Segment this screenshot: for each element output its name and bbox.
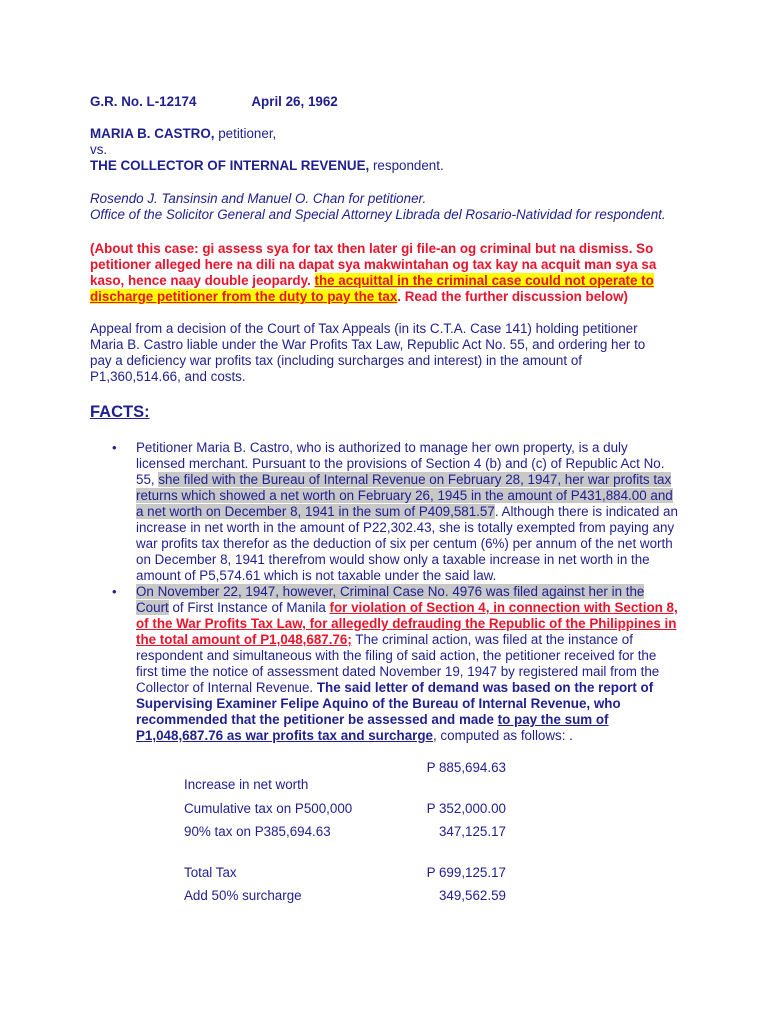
list-item: • On November 22, 1947, however, Criminal Case No. 4976 was filed against her in the Court of First Instance of Manila for violation of Section 4, in connection with Section 8, of the War Profits Tax Law, for allegedly defrauding the Republic of the Philippines in the total amount of P1,048,687.76; The criminal action, was filed at the instance of respondent and simultaneous with the filing of said action, the petitioner received for the first time the notice of assessment dated November 19, 1947 by registered mail from the Collector of Internal Revenue. The said letter of demand was based on the report of Supervising Examiner Felipe Aquino of the Bureau of Internal Revenue, who recommended that the petitioner be assessed and made to pay the sum of P1,048,687.76 as war profits tax and surcharge, computed as follows: . [112, 584, 678, 743]
note-highlight: the acquittal in the criminal case could not operate to discharge petitioner from the duty to pay the tax [90, 273, 654, 304]
note-intro: (About this case: gi assess sya for tax then later gi file-an og criminal but na dismiss. So petitioner alleged here na dili na dapat sya makwintahan og tax kay na acquit man sya sa kaso, hence naay double jeopardy. [90, 241, 657, 288]
list-item: • Petitioner Maria B. Castro, who is authorized to manage her own property, is a duly licensed merchant. Pursuant to the provisions of Section 4 (b) and (c) of Republic Act No. 55, she filed with the Bureau of Internal Revenue on February 28, 1947, her war profits tax returns which showed a net worth on February 26, 1945 in the amount of P431,884.00 and a net worth on December 8, 1941 in the sum of P409,581.57. Although there is indicated an increase in net worth in the amount of P22,302.43, she is totally exempted from paying any war profits tax therefor as the deduction of six per centum (6%) per annum of the net worth on December 8, 1941 therefrom would show only a taxable increase in net worth in the amount of P5,574.61 which is not taxable under the said law. [112, 440, 678, 583]
computation-row: Add 50% surcharge 349,562.59 [184, 888, 506, 903]
bold-underlined-text: to pay the sum of P1,048,687.76 as war profits tax and surcharge [136, 712, 609, 743]
counsel-respondent: Office of the Solicitor General and Special Attorney Librada del Rosario-Natividad for respondent. [90, 207, 666, 222]
case-header [90, 94, 680, 110]
computation-row: Increase in net worth [184, 777, 309, 792]
facts-heading: FACTS: [90, 403, 150, 421]
petitioner-name: MARIA B. CASTRO, [90, 126, 215, 141]
counsel [90, 191, 680, 223]
bullet-icon: • [112, 440, 117, 455]
facts-list [90, 440, 680, 744]
highlighted-text: she filed with the Bureau of Internal Revenue on February 28, 1947, her war profits tax returns which showed a net worth on February 26, 1945 in the amount of P431,884.00 and a net worth on December 8, 1941 in the sum of P409,581.57 [136, 472, 673, 519]
computation-row: 90% tax on P385,694.63 347,125.17 [184, 824, 506, 839]
case-number: G.R. No. L-12174 [90, 94, 197, 109]
parties [90, 126, 680, 174]
note-outro: . Read the further discussion below) [397, 289, 628, 304]
case-date: April 26, 1962 [251, 94, 338, 109]
computation-row: P 885,694.63 [426, 760, 506, 775]
highlighted-text: On November 22, 1947, however, Criminal Case No. 4976 was filed against her in the Court [136, 584, 645, 615]
respondent-name: THE COLLECTOR OF INTERNAL REVENUE, [90, 158, 370, 173]
bullet-icon: • [112, 584, 117, 599]
intro-paragraph: Appeal from a decision of the Court of Tax Appeals (in its C.T.A. Case 141) holding petitioner Maria B. Castro liable under the War Profits Tax Law, Republic Act No. 55, and ordering her to pay a deficiency war profits tax (including surcharges and interest) in the amount of P1,360,514.66, and costs. [90, 321, 646, 384]
red-underlined-text: for violation of Section 4, in connection with Section 8, of the War Profits Tax Law, for allegedly defrauding the Republic of the Philippines in the total amount of P1,048,687.76; [136, 600, 678, 647]
respondent-role: respondent. [369, 158, 444, 173]
computation-row: Total Tax P 699,125.17 [184, 865, 506, 880]
case-note [90, 241, 670, 305]
counsel-petitioner: Rosendo J. Tansinsin and Manuel O. Chan for petitioner. [90, 191, 427, 206]
petitioner-role: petitioner, [214, 126, 277, 141]
versus: vs. [90, 142, 108, 157]
computation-row: Cumulative tax on P500,000 P 352,000.00 [184, 801, 506, 816]
